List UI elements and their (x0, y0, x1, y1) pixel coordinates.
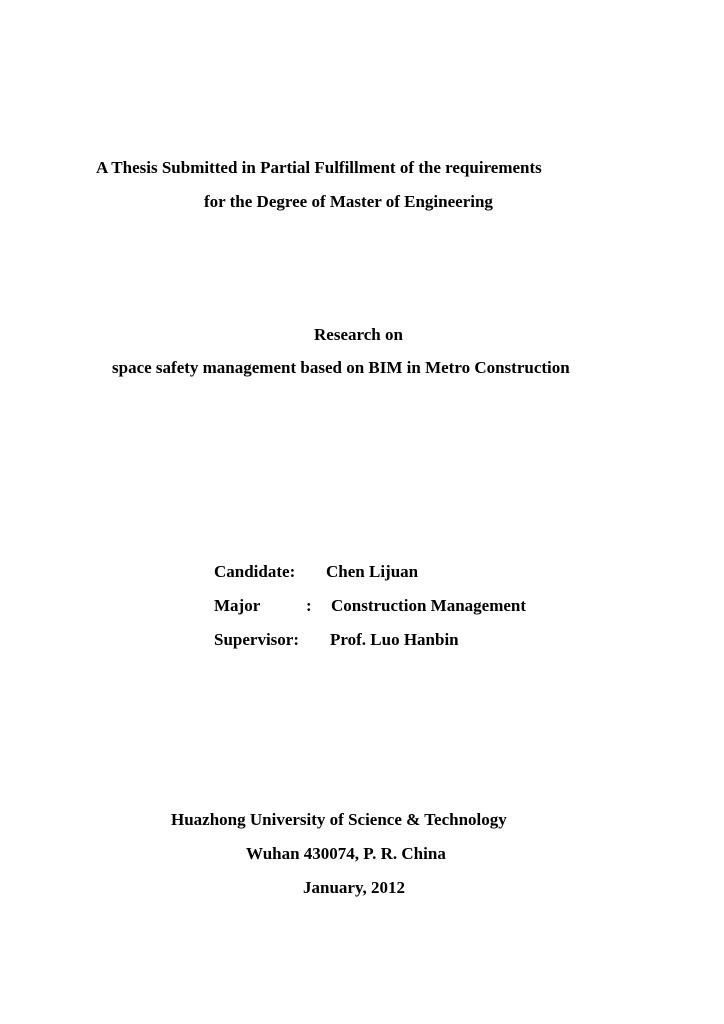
university-address: Wuhan 430074, P. R. China (246, 844, 446, 863)
degree-statement-line-1: A Thesis Submitted in Partial Fulfillment of the requirements (96, 158, 542, 177)
major-colon: : (306, 596, 312, 615)
submission-date: January, 2012 (303, 878, 406, 897)
major-label: Major (214, 596, 261, 615)
supervisor-name: Prof. Luo Hanbin (330, 630, 459, 649)
candidate-label: Candidate: (214, 562, 296, 581)
thesis-title-line-1: Research on (314, 325, 403, 344)
university-name: Huazhong University of Science & Technology (171, 810, 507, 829)
supervisor-label: Supervisor: (214, 630, 299, 649)
candidate-name: Chen Lijuan (326, 562, 419, 581)
degree-statement-line-2: for the Degree of Master of Engineering (204, 192, 493, 211)
major-value: Construction Management (331, 596, 527, 615)
thesis-title-line-2: space safety management based on BIM in Metro Construction (112, 358, 570, 377)
